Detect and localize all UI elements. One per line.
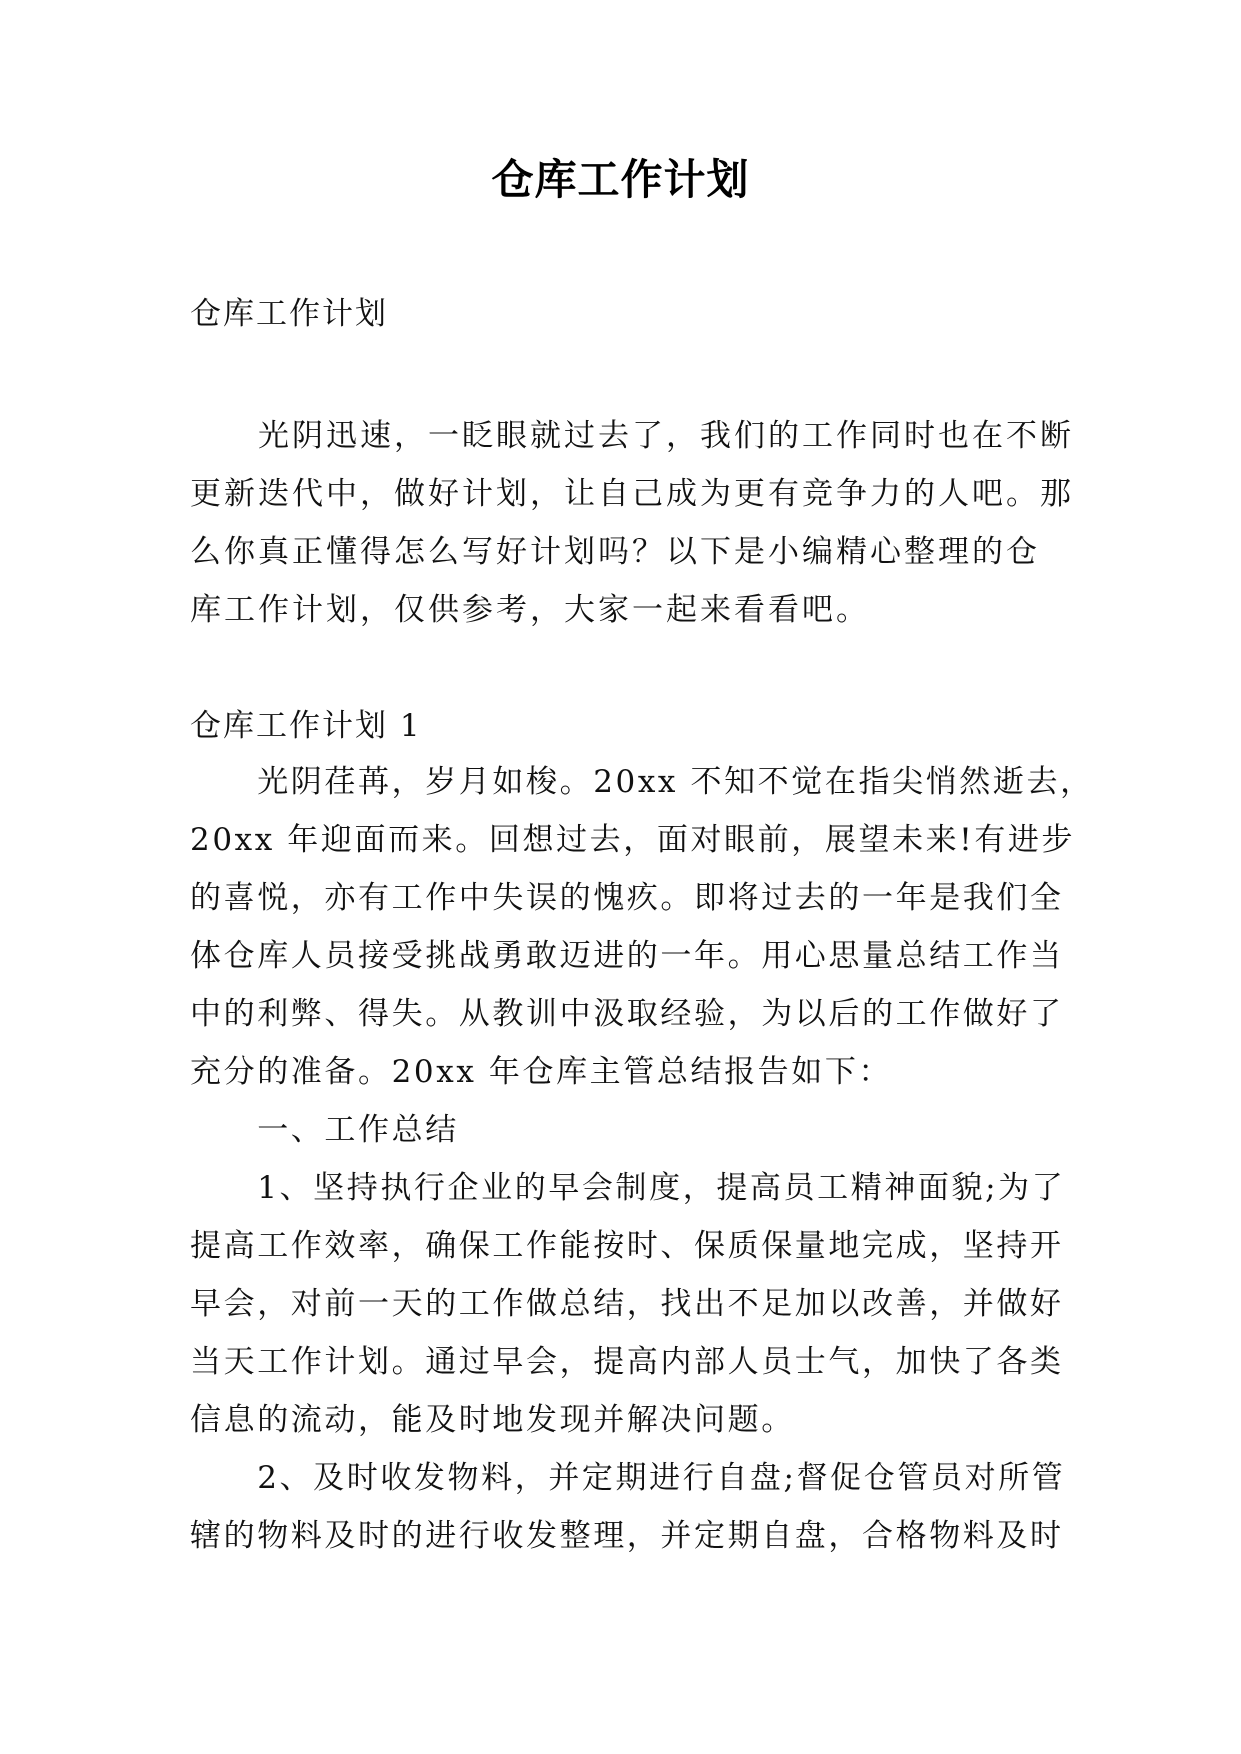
body-line: 当天工作计划。通过早会，提高内部人员士气，加快了各类 <box>190 1344 1064 1380</box>
body-line: 的喜悦，亦有工作中失误的愧疚。即将过去的一年是我们全 <box>190 880 1064 916</box>
body-line: 2、及时收发物料，并定期进行自盘;督促仓管员对所管 <box>190 1460 1066 1496</box>
body-line: 信息的流动，能及时地发现并解决问题。 <box>190 1402 795 1438</box>
section-body <box>190 753 1094 1565</box>
body-line: 1、坚持执行企业的早会制度，提高员工精神面貌;为了 <box>190 1170 1066 1206</box>
body-line: 辖的物料及时的进行收发整理，并定期自盘，合格物料及时 <box>190 1518 1064 1554</box>
intro-line: 更新迭代中，做好计划，让自己成为更有竞争力的人吧。那 <box>190 476 1074 512</box>
body-line: 中的利弊、得失。从教训中汲取经验，为以后的工作做好了 <box>190 996 1064 1032</box>
body-line: 体仓库人员接受挑战勇敢迈进的一年。用心思量总结工作当 <box>190 938 1064 974</box>
body-line: 提高工作效率，确保工作能按时、保质保量地完成，坚持开 <box>190 1228 1064 1264</box>
body-line: 早会，对前一天的工作做总结，找出不足加以改善，并做好 <box>190 1286 1064 1322</box>
document-title: 仓库工作计划 <box>491 155 750 204</box>
body-line: 光阴荏苒，岁月如梭。20xx 不知不觉在指尖悄然逝去， <box>190 764 1094 800</box>
body-line: 充分的准备。20xx 年仓库主管总结报告如下： <box>190 1054 893 1090</box>
intro-paragraph <box>190 407 1074 639</box>
body-line: 20xx 年迎面而来。回想过去，面对眼前，展望未来!有进步 <box>190 822 1076 858</box>
intro-line: 光阴迅速，一眨眼就过去了，我们的工作同时也在不断 <box>190 418 1074 454</box>
intro-line: 么你真正懂得怎么写好计划吗？以下是小编精心整理的仓 <box>190 534 1040 570</box>
summary-heading: 一、工作总结 <box>190 1112 459 1148</box>
intro-line: 库工作计划，仅供参考，大家一起来看看吧。 <box>190 592 870 628</box>
section-heading: 仓库工作计划 1 <box>190 708 422 744</box>
document-subtitle: 仓库工作计划 <box>190 296 388 332</box>
